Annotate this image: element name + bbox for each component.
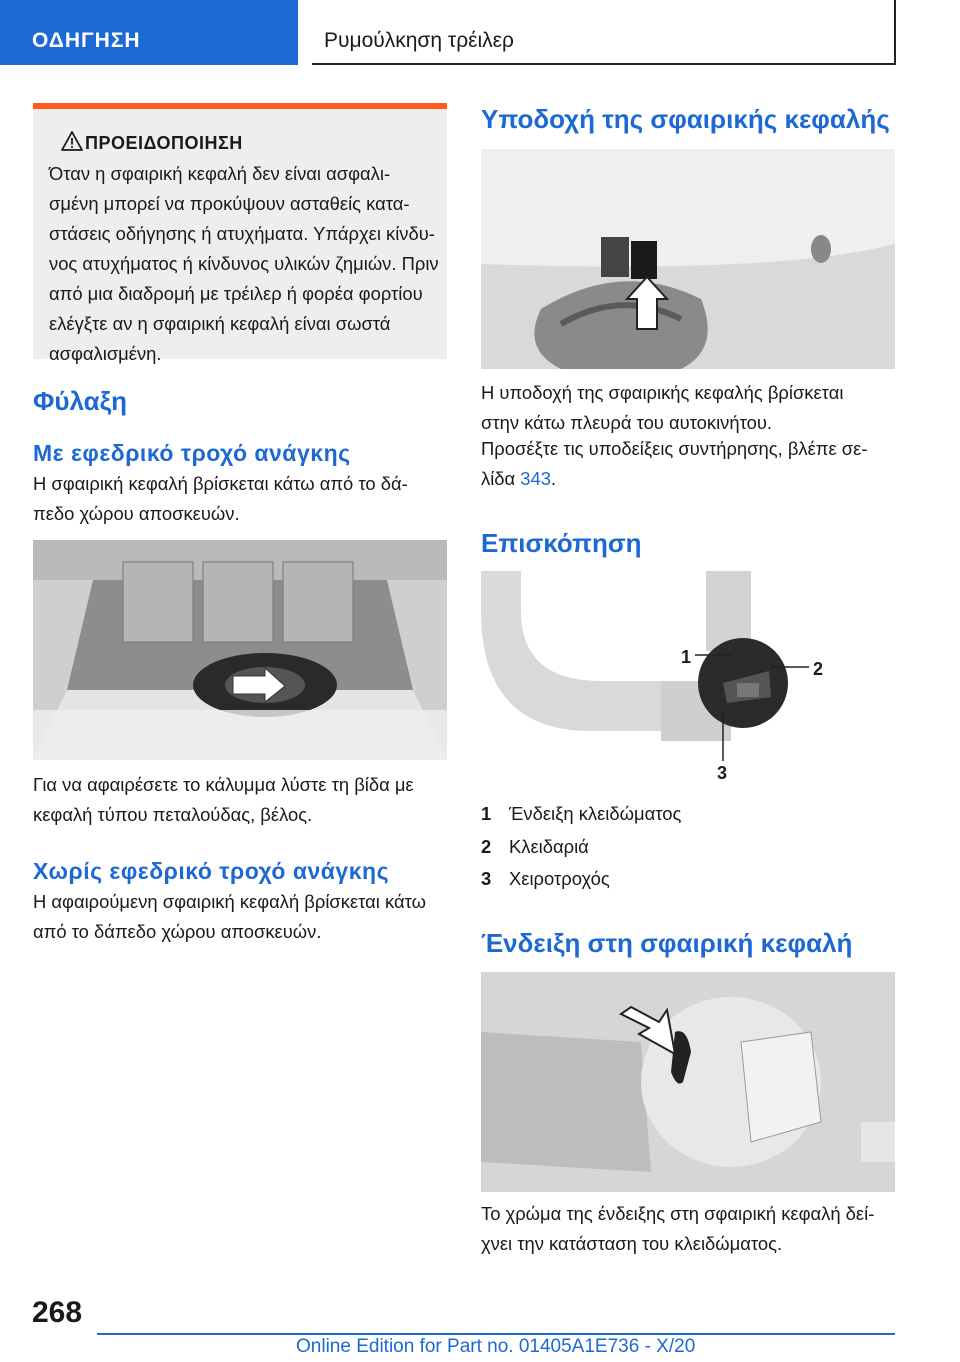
legend-number: 1 (481, 803, 492, 824)
overview-heading: Επισκόπηση (481, 528, 642, 558)
receptacle-text (481, 378, 843, 438)
with-spare-heading: Με εφεδρικό τροχό ανάγκης (33, 440, 351, 466)
callout-3: 3 (717, 763, 728, 783)
indicator-text (481, 1199, 874, 1259)
warning-box (33, 103, 447, 364)
ball-head-indicator-image (481, 972, 895, 1192)
chapter-title: Ρυμούλκηση τρέιλερ (324, 29, 514, 52)
legend-text: Κλειδαριά (509, 836, 589, 857)
text-line: Προσέξτε τις υποδείξεις συντήρησης, βλέπε σε- (481, 438, 868, 459)
text-line: Το χρώμα της ένδειξης στη σφαιρική κεφαλή δεί- (481, 1203, 875, 1224)
text-line: από το δάπεδο χώρου αποσκευών. (33, 921, 322, 942)
cover-text (33, 770, 414, 830)
without-spare-text (33, 887, 426, 947)
legend-text: Χειροτροχός (509, 868, 610, 889)
warning-line: ασφαλισμένη. (49, 343, 162, 364)
text-line: κεφαλή τύπου πεταλούδας, βέλος. (33, 804, 313, 825)
without-spare-heading: Χωρίς εφεδρικό τροχό ανάγκης (33, 858, 390, 884)
text-line: χνει την κατάσταση του κλειδώματος. (481, 1233, 783, 1254)
maintenance-note (481, 434, 867, 494)
receptacle-heading: Υποδοχή της σφαιρικής κεφαλής (481, 104, 890, 134)
text-line: Η υποδοχή της σφαιρικής κεφαλής βρίσκεται (481, 382, 844, 403)
legend-number: 3 (481, 868, 492, 889)
footer-edition: Online Edition for Part no. 01405A1E736 - X/20 (296, 1336, 696, 1357)
warning-title: ΠΡΟΕΙΔΟΠΟΙΗΣΗ (85, 133, 243, 153)
ball-head-receptacle-image (481, 149, 895, 369)
warning-triangle-icon (61, 131, 83, 151)
text-line: στην κάτω πλευρά του αυτοκινήτου. (481, 412, 772, 433)
legend-text: Ένδειξη κλειδώματος (509, 803, 682, 824)
text-line: πεδο χώρου αποσκευών. (33, 503, 240, 524)
legend-number: 2 (481, 836, 492, 857)
warning-line: στάσεις οδήγησης ή ατυχήματα. Υπάρχει κίνδυ- (49, 223, 435, 244)
warning-line: Όταν η σφαιρική κεφαλή δεν είναι ασφαλι- (49, 163, 391, 184)
warning-line: από μια διαδρομή με τρέιλερ ή φορέα φορτίου (49, 283, 423, 304)
footer-divider (97, 1333, 895, 1335)
warning-line: ελέγξτε αν η σφαιρική κεφαλή είναι σωστά (49, 313, 391, 334)
warning-line: νος ατυχήματος ή κίνδυνος υλικών ζημιών. Πριν (49, 253, 439, 274)
page-number: 268 (32, 1296, 83, 1329)
ball-head-overview-diagram (481, 571, 895, 791)
text-line: Η σφαιρική κεφαλή βρίσκεται κάτω από το δά- (33, 473, 408, 494)
storage-heading: Φύλαξη (33, 386, 128, 416)
with-spare-text (33, 469, 408, 529)
warning-text (49, 159, 439, 369)
section-title: ΟΔΗΓΗΣΗ (32, 29, 141, 52)
warning-line: σμένη μπορεί να προκύψουν ασταθείς κατα- (49, 193, 410, 214)
trunk-spare-wheel-image (33, 540, 447, 760)
text-line: λίδα 343. (481, 468, 557, 489)
text-line: Η αφαιρούμενη σφαιρική κεφαλή βρίσκεται κάτω (33, 891, 426, 912)
section-tab (0, 0, 298, 65)
callout-2: 2 (813, 659, 824, 679)
indicator-heading: Ένδειξη στη σφαιρική κεφαλή (481, 928, 853, 958)
chapter-header (312, 0, 896, 65)
text-line: Για να αφαιρέσετε το κάλυμμα λύστε τη βίδα με (33, 774, 414, 795)
callout-1: 1 (681, 647, 692, 667)
page-link[interactable]: 343 (520, 468, 551, 489)
